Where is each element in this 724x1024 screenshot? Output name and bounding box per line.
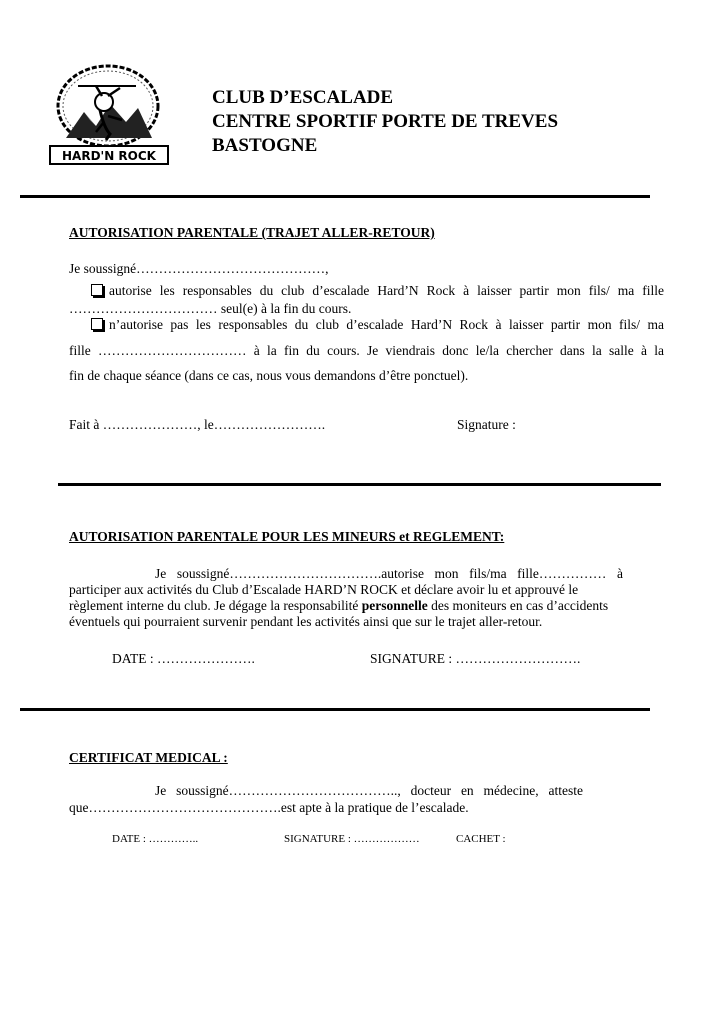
date-field-3: DATE : …………..	[112, 833, 199, 845]
section3-line1: Je soussigné……………………………….., docteur en médecine, atteste	[155, 783, 583, 798]
section2-line3	[69, 598, 608, 614]
option1-line2: …………………………… seul(e) à la fin du cours.	[69, 301, 352, 316]
divider-2	[58, 483, 661, 486]
section2-line3-end: des moniteurs en cas d’accidents	[427, 598, 609, 613]
club-city: BASTOGNE	[212, 135, 318, 156]
section2-bold-word: personnelle	[361, 598, 428, 613]
section1-intro: Je soussigné……………………………………,	[69, 261, 329, 276]
signature-label-1: Signature :	[457, 417, 516, 432]
logo-text: HARD'N ROCK	[62, 149, 156, 163]
divider-1	[20, 195, 650, 198]
option1-text: autorise les responsables du club d’escalade Hard’N Rock à laisser partir mon fils/ ma fille	[109, 283, 664, 298]
section3-line2: que…………………………………….est apte à la pratique de l’escalade.	[69, 800, 469, 815]
section2-line1: Je soussigné…………………………….autorise mon fils/ma fille…………… à	[155, 566, 623, 581]
section2-line4: éventuels qui pourraient survenir pendant les activités ainsi que sur le trajet aller-retour.	[69, 614, 543, 629]
checkbox-autorise[interactable]	[91, 284, 103, 296]
option2-text: n’autorise pas les responsables du club d’escalade Hard’N Rock à laisser partir mon fils/ ma	[109, 317, 664, 332]
section2-line2: participer aux activités du Club d’Escalade HARD’N ROCK et déclare avoir lu et approuvé le	[69, 582, 579, 597]
fait-a-field: Fait à …………………, le…………………….	[69, 417, 326, 432]
option2-line1	[69, 317, 664, 333]
club-location: CENTRE SPORTIF PORTE DE TREVES	[212, 111, 559, 132]
option2-line2: fille …………………………… à la fin du cours. Je viendrais donc le/la chercher dans la salle à la	[69, 343, 664, 358]
section2-line3-start: règlement interne du club. Je dégage la responsabilité	[69, 598, 362, 613]
club-logo	[44, 60, 174, 168]
option2-line3: fin de chaque séance (dans ce cas, nous vous demandons d’être ponctuel).	[69, 368, 469, 383]
section2-heading: AUTORISATION PARENTALE POUR LES MINEURS et REGLEMENT:	[69, 529, 505, 544]
section3-heading: CERTIFICAT MEDICAL :	[69, 750, 228, 765]
option1-line1	[69, 283, 664, 299]
cachet-field: CACHET :	[456, 833, 506, 845]
signature-field-3: SIGNATURE : ………………	[284, 833, 420, 845]
section1-heading: AUTORISATION PARENTALE (TRAJET ALLER-RETOUR)	[69, 225, 435, 240]
club-title: CLUB D’ESCALADE	[212, 87, 394, 108]
date-field-2: DATE : ………………….	[112, 651, 255, 666]
checkbox-n-autorise-pas[interactable]	[91, 318, 103, 330]
signature-field-2: SIGNATURE : ……………………….	[370, 651, 581, 666]
divider-3	[20, 708, 650, 711]
climber-logo-graphic	[44, 60, 174, 168]
